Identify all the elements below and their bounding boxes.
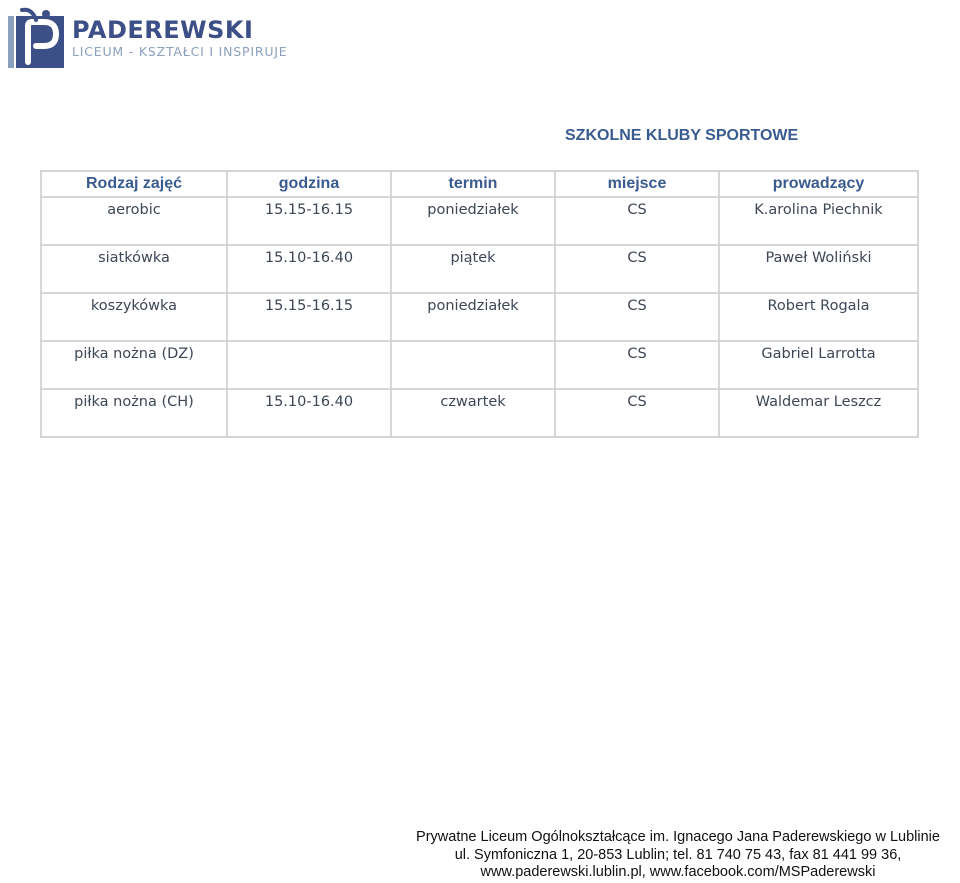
table-row bbox=[41, 341, 918, 389]
column-header: termin bbox=[391, 171, 555, 197]
table-cell: piłka nożna (DZ) bbox=[41, 341, 227, 389]
sports-clubs-table bbox=[40, 170, 919, 438]
table-cell: Gabriel Larrotta bbox=[719, 341, 918, 389]
table-row bbox=[41, 245, 918, 293]
table-cell: CS bbox=[555, 341, 719, 389]
footer-websites: www.paderewski.lublin.pl, www.facebook.com/MSPaderewski bbox=[480, 864, 876, 880]
table-cell: poniedziałek bbox=[391, 293, 555, 341]
logo-tagline: LICEUM - KSZTAŁCI I INSPIRUJE bbox=[72, 44, 288, 59]
table-cell bbox=[227, 341, 391, 389]
table-cell: Robert Rogala bbox=[719, 293, 918, 341]
table-row bbox=[41, 389, 918, 437]
table-cell: CS bbox=[555, 389, 719, 437]
table-cell: K.arolina Piechnik bbox=[719, 197, 918, 245]
table-cell: 15.15-16.15 bbox=[227, 293, 391, 341]
table-header-row bbox=[41, 171, 918, 197]
table-cell: siatkówka bbox=[41, 245, 227, 293]
table-cell: 15.10-16.40 bbox=[227, 389, 391, 437]
column-header: Rodzaj zajęć bbox=[41, 171, 227, 197]
column-header: miejsce bbox=[555, 171, 719, 197]
table-cell: aerobic bbox=[41, 197, 227, 245]
table-cell: CS bbox=[555, 197, 719, 245]
school-logo bbox=[6, 4, 366, 70]
table-row bbox=[41, 197, 918, 245]
column-header: godzina bbox=[227, 171, 391, 197]
table-cell bbox=[391, 341, 555, 389]
table-cell: CS bbox=[555, 245, 719, 293]
table-cell: CS bbox=[555, 293, 719, 341]
logo-name: PADEREWSKI bbox=[72, 16, 254, 44]
table-cell: poniedziałek bbox=[391, 197, 555, 245]
document-title: SZKOLNE KLUBY SPORTOWE bbox=[565, 127, 799, 144]
table-cell: Paweł Woliński bbox=[719, 245, 918, 293]
table-cell: piłka nożna (CH) bbox=[41, 389, 227, 437]
school-contact-footer bbox=[398, 829, 958, 882]
paderewski-logo-icon bbox=[6, 4, 66, 70]
table-cell: koszykówka bbox=[41, 293, 227, 341]
footer-address: ul. Symfoniczna 1, 20-853 Lublin; tel. 81 740 75 43, fax 81 441 99 36, bbox=[454, 846, 902, 863]
table-cell: 15.15-16.15 bbox=[227, 197, 391, 245]
table-cell: Waldemar Leszcz bbox=[719, 389, 918, 437]
footer-school-name: Prywatne Liceum Ogólnokształcące im. Ignacego Jana Paderewskiego w Lublinie bbox=[416, 829, 940, 845]
table-cell: 15.10-16.40 bbox=[227, 245, 391, 293]
column-header: prowadzący bbox=[719, 171, 918, 197]
table-cell: czwartek bbox=[391, 389, 555, 437]
table-row bbox=[41, 293, 918, 341]
table-cell: piątek bbox=[391, 245, 555, 293]
